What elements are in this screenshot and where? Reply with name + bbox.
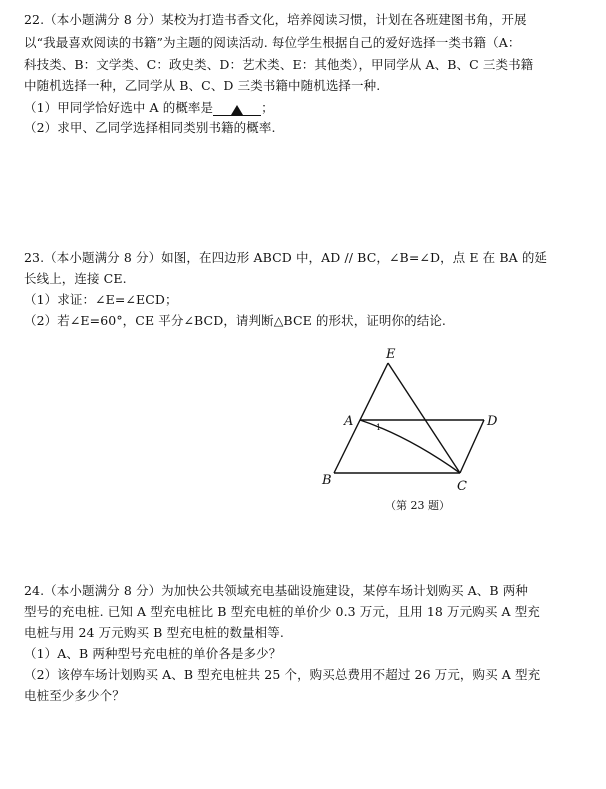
q23-line-1: 23.（本小题满分 8 分）如图，在四边形 ABCD 中，AD // BC，∠B=∠D，点 E 在 BA 的延 xyxy=(24,250,548,265)
q24-part-2-cont: 电桩至少多少个？ xyxy=(24,688,125,703)
geometry-figure-q23 xyxy=(318,344,518,494)
segment-dc xyxy=(460,420,484,473)
q24-line-1: 24.（本小题满分 8 分）为加快公共领域充电基础设施建设，某停车场计划购买 A、B 两种 xyxy=(24,583,528,598)
answer-blank xyxy=(213,102,261,116)
q22-line-1: 22.（本小题满分 8 分）某校为打造书香文化，培养阅读习惯，计划在各班建图书角，开展 xyxy=(24,12,527,27)
label-a: A xyxy=(344,414,354,429)
triangle-marker-icon xyxy=(231,105,243,115)
q24-part-1: （1）A、B 两种型号充电桩的单价各是多少？ xyxy=(24,646,282,661)
q22-line-4: 中随机选择一种，乙同学从 B、C、D 三类书籍中随机选择一种. xyxy=(24,78,381,93)
label-b: B xyxy=(322,473,332,488)
q23-part-2: （2）若∠E=60°，CE 平分∠BCD，请判断△BCE 的形状，证明你的结论. xyxy=(24,313,446,328)
q22-part-2: （2）求甲、乙同学选择相同类别书籍的概率. xyxy=(24,120,276,135)
segment-ec xyxy=(388,363,460,473)
label-d: D xyxy=(487,414,498,429)
label-c: C xyxy=(457,479,467,494)
q22-part-1 xyxy=(24,100,274,116)
q22-line-2: 以“我最喜欢阅读的书籍”为主题的阅读活动. 每位学生根据自己的爱好选择一类书籍（A： xyxy=(24,35,521,50)
q22-line-3: 科技类、B：文学类、C：政史类、D：艺术类、E：其他类），甲同学从 A、B、C 三类书籍 xyxy=(24,57,534,72)
q23-part-1: （1）求证：∠E=∠ECD； xyxy=(24,292,178,307)
segment-ac xyxy=(360,420,460,473)
angle-mark-1: 1 xyxy=(376,423,382,432)
q22-part-1-text: （1）甲同学恰好选中 A 的概率是 xyxy=(24,100,214,115)
q22-part-1-end: ； xyxy=(261,100,274,115)
label-e: E xyxy=(386,347,396,362)
figure-caption: （第 23 题） xyxy=(385,499,450,512)
q23-line-2: 长线上，连接 CE. xyxy=(24,271,127,286)
q24-part-2: （2）该停车场计划购买 A、B 型充电桩共 25 个，购买总费用不超过 26 万元，购买 A 型充 xyxy=(24,667,541,682)
q24-line-3: 电桩与用 24 万元购买 B 型充电桩的数量相等. xyxy=(24,625,284,640)
q24-line-2: 型号的充电桩. 已知 A 型充电桩比 B 型充电桩的单价少 0.3 万元，且用 18 万元购买 A 型充 xyxy=(24,604,540,619)
segment-be xyxy=(334,363,388,473)
